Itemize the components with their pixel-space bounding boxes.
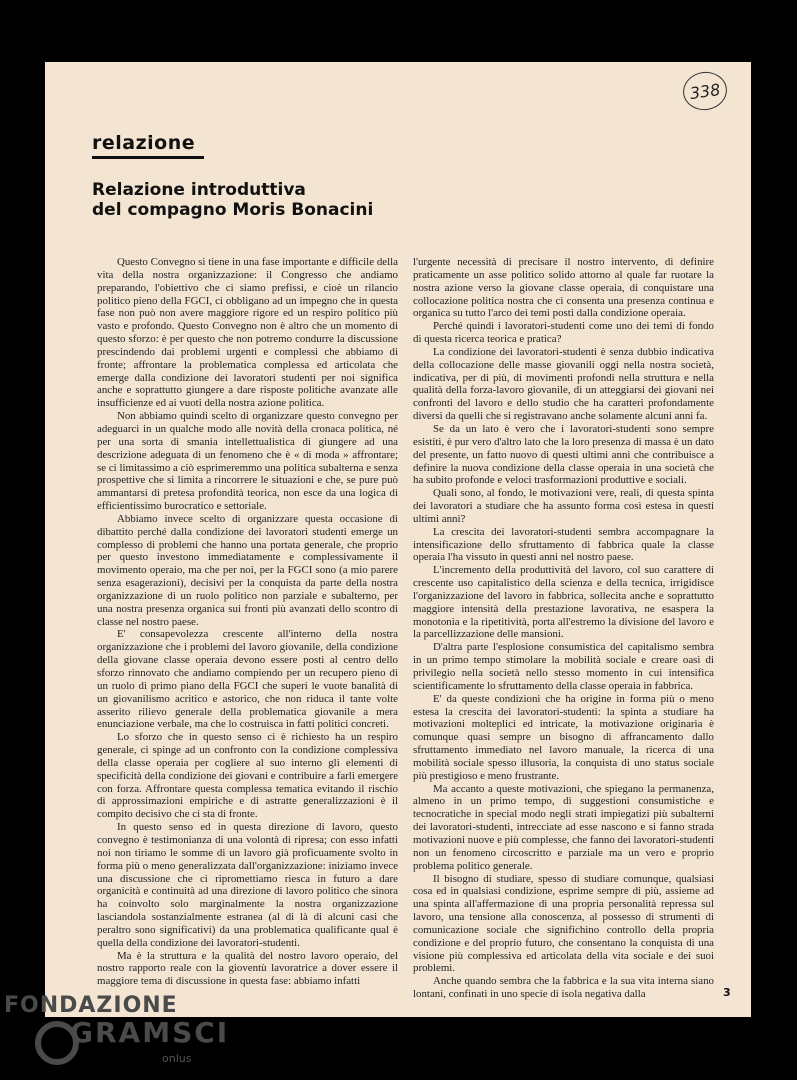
paragraph: Ma accanto a queste motivazioni, che spiegano la permanenza, almeno in un primo tempo, di suggestioni consumistiche e tecnocratiche in special modo negli strati impiegatizi più subalterni dei lavoratori-studenti, intrecciate ad esse nascono e si fanno strada motivazioni nuove e più complesse, che fanno dei lavoratori-studenti non un fenomeno circoscritto e parziale ma un vero e proprio problema politico generale.	[413, 782, 714, 872]
page-number: 3	[723, 986, 731, 999]
paragraph: E' da queste condizioni che ha origine in forma più o meno estesa la crescita dei lavoratori-studenti: la spinta a studiare ha motivazioni molteplici ed intricate, la motivazione originaria è comunque quasi sempre un bisogno di affrancamento dallo sfruttamento immediato nel lavoro manuale, la ricerca di una mobilità sociale spesso illusoria, la conquista di uno status sociale più prestigioso e meno frustrante.	[413, 692, 714, 782]
paragraph: Il bisogno di studiare, spesso di studiare comunque, qualsiasi cosa ed in qualsiasi condizione, esprime sempre di più, assieme ad una spinta all'affermazione di una propria personalità repressa sul lavoro, una tensione alla conoscenza, al possesso di strumenti di comunicazione sociale che significhino controllo della propria condizione e del proprio futuro, che consentano la conquista di una visione più complessiva ed articolata della vita sociale e dei suoi problemi.	[413, 872, 714, 975]
paragraph: Abbiamo invece scelto di organizzare questa occasione di dibattito perché dalla condizione dei lavoratori studenti emerge un complesso di problemi che hanno una portata generale, che proprio per questo investono immediatamente e complessivamente il movimento operaio, ma che per noi, per la FGCI sono (a mio parere senza esagerazioni), decisivi per la conquista da parte della nostra organizzazione di un ruolo politico non parziale e subalterno, per una nostra presenza organica sui fronti più avanzati dello scontro di classe nel nostro paese.	[97, 512, 398, 628]
paragraph: Lo sforzo che in questo senso ci è richiesto ha un respiro generale, ci spinge ad un confronto con la condizione complessiva della classe operaia per cogliere al suo interno gli elementi di specificità della condizione dei giovani e contribuire a farli emergere con forza. Affrontare questa complessa tematica evitando il rischio di approssimazioni empiriche e di astratte generalizzazioni è il compito decisivo che ci sta di fronte.	[97, 731, 398, 821]
paragraph: Questo Convegno si tiene in una fase importante e difficile della vita della nostra organizzazione: il Congresso che andiamo preparando, l'obiettivo che ci siamo prefissi, e cioè un rilancio politico pieno della FGCI, ci obbligano ad un impegno che in questa fase non può non avere maggiore rigore ed un respiro politico più vasto e profondo. Questo Convegno non è altro che un momento di questo sforzo: è per questo che non potremo condurre la discussione prescindendo dai problemi urgenti e complessi che abbiamo di fronte; affrontare la problematica complessa ed articolata che emerge dalla condizione dei lavoratori studenti per noi significa anche e soprattutto giungere a dare risposte politiche avanzate alle insufficienze ed ai vuoti della nostra azione politica.	[97, 256, 398, 410]
handwritten-page-number: 338	[681, 69, 730, 113]
paragraph: In questo senso ed in questa direzione di lavoro, questo convegno è testimonianza di una volontà di ripresa; con esso infatti noi non tiriamo le somme di un lavoro già proficuamente svolto in forma più o meno generalizzata dall'organizzazione: iniziamo invece una discussione che ci ripromettiamo riesca in futuro a dare organicità e continuità ad una direzione di lavoro politico che sinora ha coinvolto solo marginalmente la nostra organizzazione lasciandola sostanzialmente estranea (al di là di alcuni casi che peraltro sono significativi) da una problematica qualificante qual è quella della condizione dei lavoratori-studenti.	[97, 821, 398, 949]
section-heading: relazione	[92, 132, 196, 154]
paragraph: Anche quando sembra che la fabbrica e la sua vita interna siano lontani, confinati in uno specie di isola negativa dalla	[413, 975, 714, 1001]
text-column-left	[97, 256, 398, 988]
paragraph: La condizione dei lavoratori-studenti è senza dubbio indicativa della collocazione delle masse giovanili oggi nella nostra società, indicativa, per di più, di movimenti profondi nella struttura e nella qualità della forza-lavoro giovanile, di un atteggiarsi dei giovani nei confronti del lavoro e dello studio che ha caratteri profondamente diversi da quelli che si registravano anche solamente alcuni anni fa.	[413, 345, 714, 423]
text-column-right	[413, 256, 714, 1001]
paragraph: Quali sono, al fondo, le motivazioni vere, reali, di questa spinta dei lavoratori a studiare che ha assunto forma così estesa in questi ultimi anni?	[413, 487, 714, 525]
paragraph: La crescita dei lavoratori-studenti sembra accompagnare la intensificazione dello sfruttamento di fabbrica quale la classe operaia l'ha vissuto in questi anni nel nostro paese.	[413, 525, 714, 564]
paragraph: Ma è la struttura e la qualità del nostro lavoro operaio, del nostro rapporto reale con la gioventù lavoratrice a dover essere il maggiore tema di discussione in questa fase: abbiamo infatti	[97, 949, 398, 988]
watermark-line-3: onlus	[162, 1052, 192, 1065]
paragraph: L'incremento della produttività del lavoro, col suo carattere di crescente uso capitalistico della scienza e della tecnica, irrigidisce l'organizzazione del lavoro in fabbrica, sollecita anche e soprattutto maggiore intensità della prestazione lavorativa, ne esaspera la monotonia e la ripetitività, porta all'estremo la divisione del lavoro e la parcellizzazione delle mansioni.	[413, 564, 714, 641]
title-line-1: Relazione introduttiva	[92, 180, 306, 200]
paragraph: l'urgente necessità di precisare il nostro intervento, di definire praticamente un asse politico solido attorno al quale far ruotare la nostra azione verso la giovane classe operaia, di conquistare una collocazione politica nostra che ci consenta una presenza continua e organica su tutto l'arco dei temi posti dalla condizione operaia.	[413, 256, 714, 320]
paragraph: E' consapevolezza crescente all'interno della nostra organizzazione che i problemi del lavoro giovanile, della condizione della giovane classe operaia devono essere posti al centro dello sforzo rinnovato che andiamo compiendo per un recupero pieno di un ruolo di primo piano della FGCI che superi le vuote banalità di un giovanilismo acritico e astorico, che non riduca il tante volte asserito rilievo generale della problematica giovanile a mera enunciazione verbale, ma che lo costruisca in fatti politici concreti.	[97, 628, 398, 731]
document-page	[45, 62, 751, 1017]
watermark-line-2: GRAMSCI	[70, 1016, 230, 1049]
paragraph: Perché quindi i lavoratori-studenti come uno dei temi di fondo di questa ricerca teorica e pratica?	[413, 320, 714, 346]
watermark-line-1: FONDAZIONE	[4, 993, 178, 1018]
paragraph: Se da un lato è vero che i lavoratori-studenti sono sempre esistiti, è pur vero d'altro lato che la loro presenza di massa è un dato del presente, un fatto nuovo di questi ultimi anni che contribuisce a definire la nuova condizione della classe operaia in una società che ha subìto profonde e veloci trasformazioni produttive e sociali.	[413, 422, 714, 487]
paragraph: D'altra parte l'esplosione consumistica del capitalismo sembra in un primo tempo stimolare la mobilità sociale e creare oasi di privilegio nella società nello stesso momento in cui intensifica scientificamente lo sfruttamento della classe operaia in fabbrica.	[413, 641, 714, 692]
article-title	[92, 180, 373, 220]
section-underline	[92, 156, 204, 159]
title-line-2: del compagno Moris Bonacini	[92, 200, 374, 220]
paragraph: Non abbiamo quindi scelto di organizzare questo convegno per adeguarci in un qualche modo alle novità della cronaca politica, né per una sorta di smania intellettualistica di giungere ad una descrizione adeguata di un fenomeno che è « di moda » affrontare; se ci limitassimo a ciò esprimeremmo una politica subalterna e senza prospettive che si limita a rincorrere le situazioni e che, se pure può ammantarsi di pretesa profondità teorica, non esce da una logica di efficientissimo burocratico e settoriale.	[97, 410, 398, 513]
